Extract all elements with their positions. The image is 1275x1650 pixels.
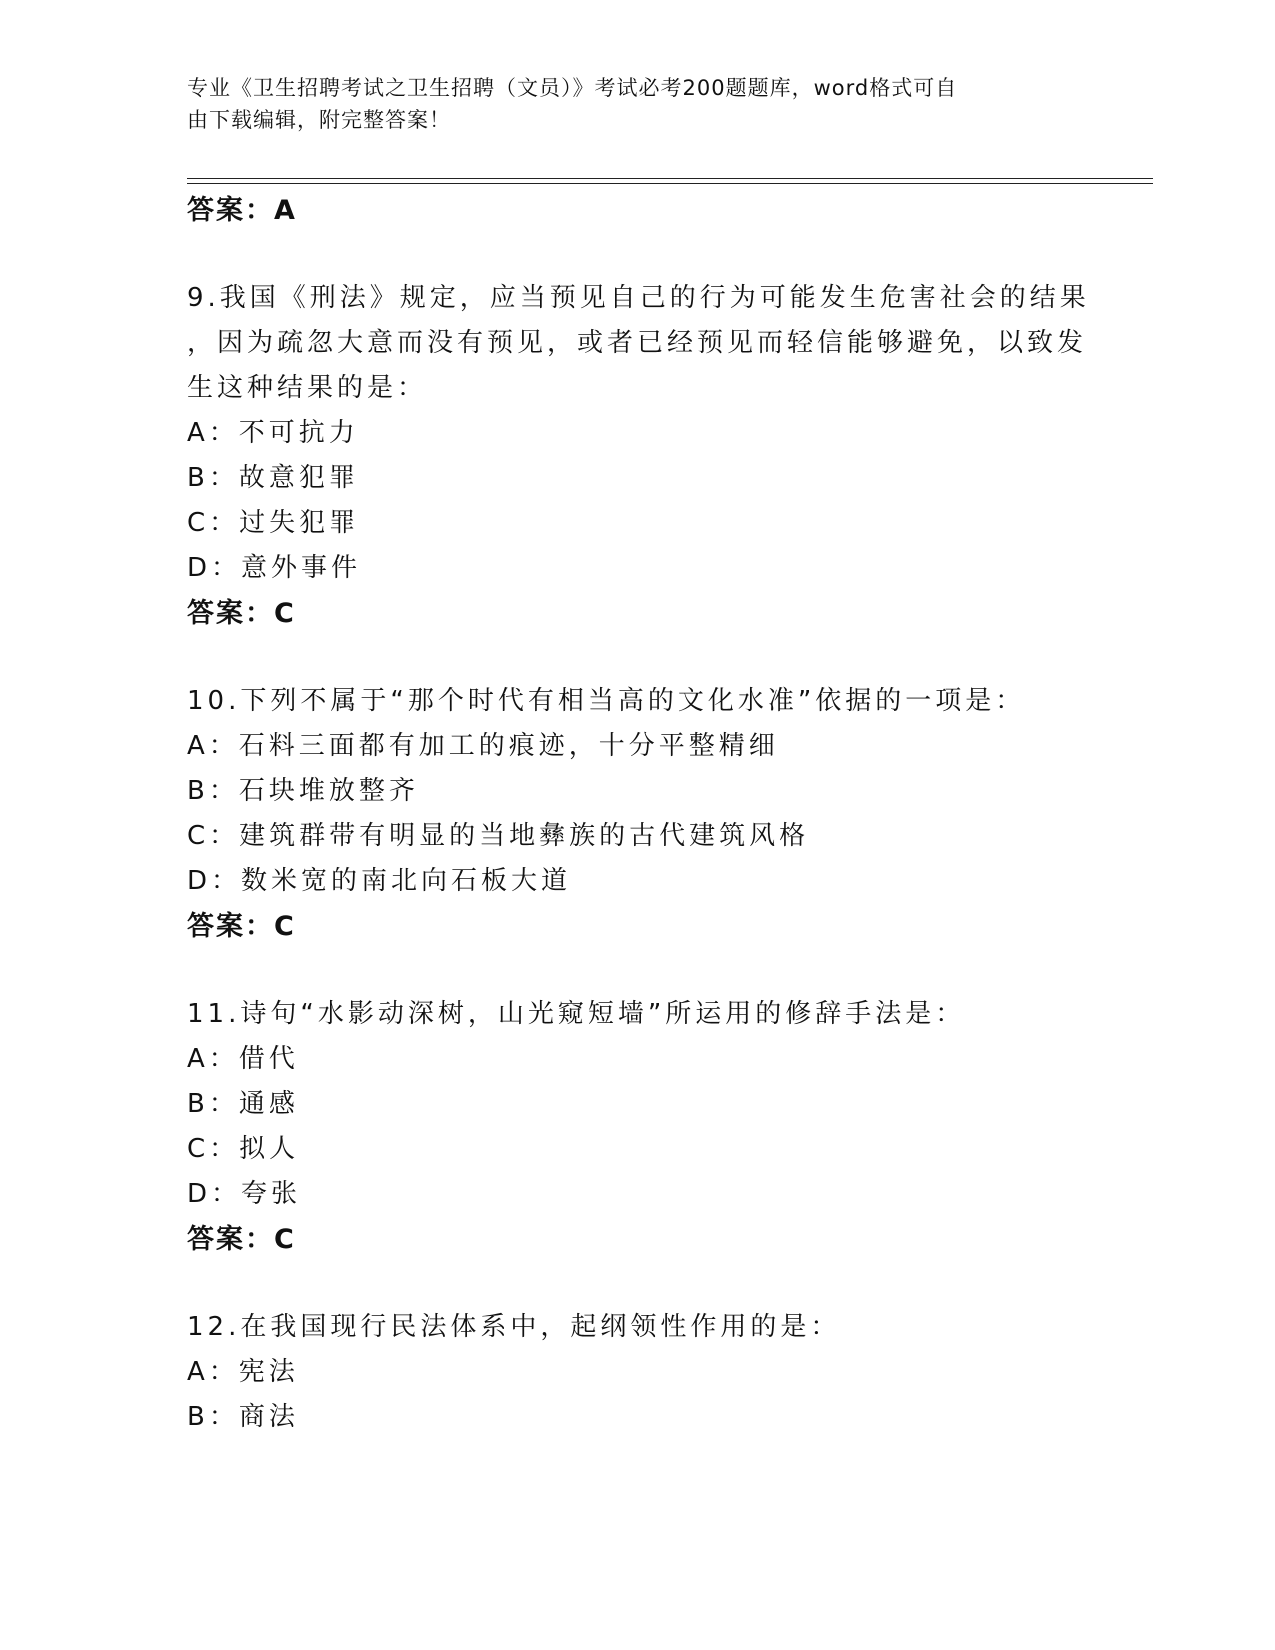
option-d: D：夸张	[187, 1179, 302, 1209]
header-line-1: 专业《卫生招聘考试之卫生招聘（文员）》考试必考200题题库，word格式可自	[187, 76, 958, 100]
option-b: B：石块堆放整齐	[187, 776, 419, 806]
option-a: A：石料三面都有加工的痕迹，十分平整精细	[187, 731, 779, 761]
answer-line: 答案：C	[187, 911, 296, 942]
option-b: B：通感	[187, 1089, 299, 1119]
document-body	[187, 188, 1090, 1440]
option-c: C：拟人	[187, 1134, 300, 1164]
option-c: C：过失犯罪	[187, 508, 360, 538]
document-header	[187, 72, 1067, 136]
option-b: B：故意犯罪	[187, 463, 359, 493]
option-c: C：建筑群带有明显的当地彝族的古代建筑风格	[187, 821, 810, 851]
option-a: A：借代	[187, 1044, 299, 1074]
header-line-2: 由下载编辑，附完整答案！	[187, 108, 451, 132]
question-12	[187, 1305, 1087, 1440]
answer-line: 答案：A	[187, 195, 297, 226]
header-divider-top	[187, 178, 1153, 179]
question-stem-line: 生这种结果的是：	[187, 373, 428, 403]
header-divider-bottom	[187, 183, 1153, 184]
option-d: D：数米宽的南北向石板大道	[187, 866, 572, 896]
option-a: A：宪法	[187, 1357, 299, 1387]
option-d: D：意外事件	[187, 553, 362, 583]
answer-line: 答案：C	[187, 1224, 296, 1255]
question-stem-line: 9.我国《刑法》规定，应当预见自己的行为可能发生危害社会的结果	[187, 283, 1090, 313]
question-stem-line: 10.下列不属于“那个时代有相当高的文化水准”依据的一项是：	[187, 686, 1026, 716]
question-stem-line: ，因为疏忽大意而没有预见，或者已经预见而轻信能够避免，以致发	[187, 328, 1088, 358]
answer-line: 答案：C	[187, 598, 296, 629]
question-11	[187, 992, 1087, 1262]
question-10	[187, 679, 1087, 949]
question-stem-line: 11.诗句“水影动深树，山光窥短墙”所运用的修辞手法是：	[187, 999, 966, 1029]
option-b: B：商法	[187, 1402, 299, 1432]
option-a: A：不可抗力	[187, 418, 359, 448]
question-9	[187, 276, 1090, 636]
question-stem-line: 12.在我国现行民法体系中，起纲领性作用的是：	[187, 1312, 841, 1342]
